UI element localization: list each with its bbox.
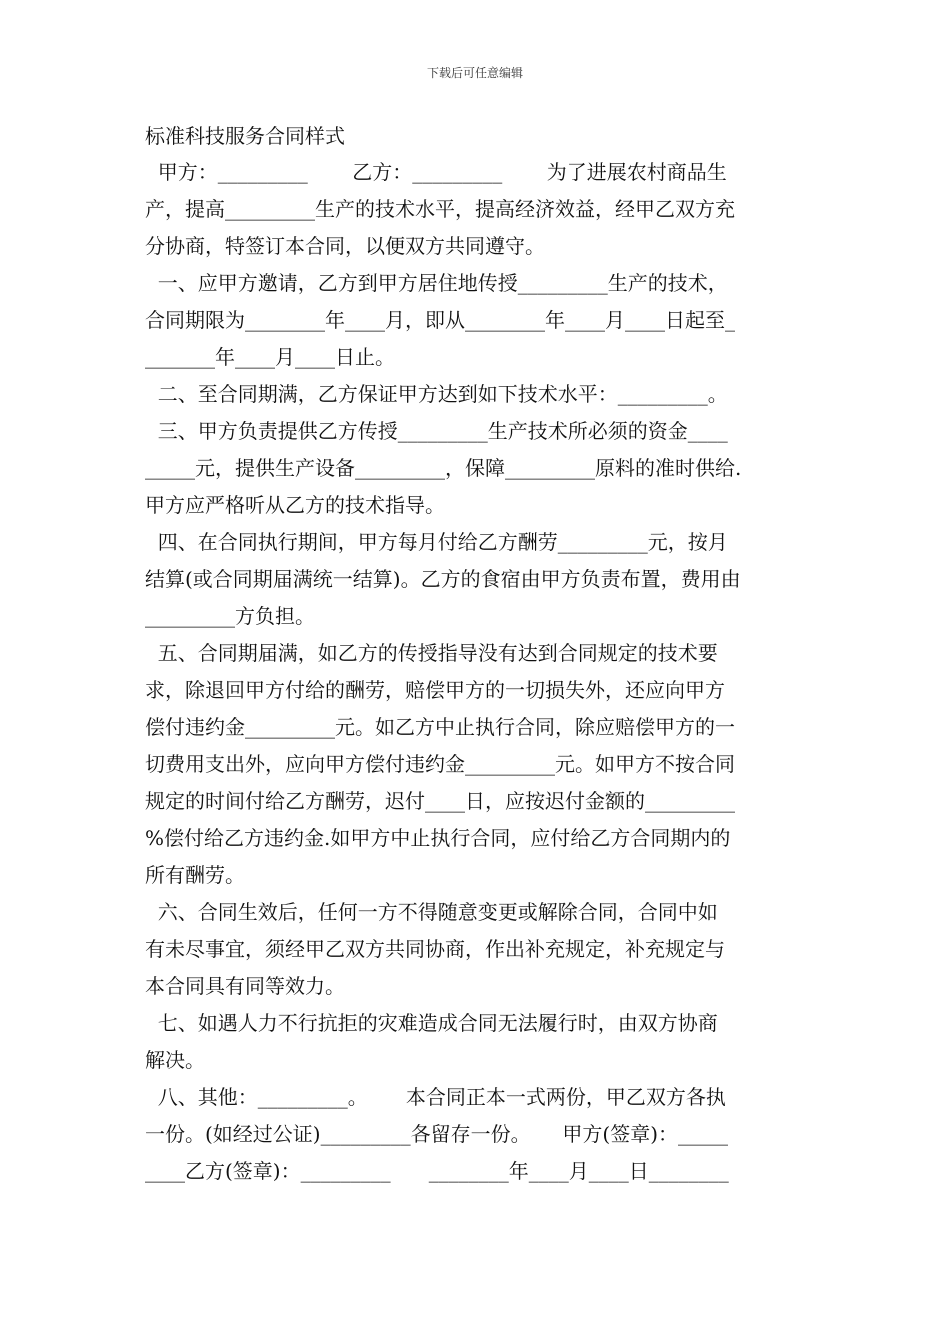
body-line: 七、如遇人力不行抗拒的灾难造成合同无法履行时，由双方协商 [145, 1011, 718, 1035]
body-line: 四、在合同执行期间，甲方每月付给乙方酬劳_________元，按月 [145, 530, 728, 554]
body-line: 甲方应严格听从乙方的技术指导。 [145, 493, 445, 517]
body-line: _________方负担。 [145, 604, 315, 628]
body-line: 甲方：_________ 乙方：_________ 为了进展农村商品生 [145, 160, 727, 184]
body-line: 有未尽事宜，须经甲乙双方共同协商，作出补充规定，补充规定与 [145, 937, 725, 961]
body-line: 切费用支出外，应向甲方偿付违约金_________元。如甲方不按合同 [145, 752, 735, 776]
body-line: 一、应甲方邀请，乙方到甲方居住地传授_________生产的技术， [145, 271, 728, 295]
body-line: 五、合同期届满，如乙方的传授指导没有达到合同规定的技术要 [145, 641, 718, 665]
body-line: 求，除退回甲方付给的酬劳，赔偿甲方的一切损失外，还应向甲方 [145, 678, 725, 702]
document-title: 标准科技服务合同样式 [145, 124, 345, 148]
body-line: 一份。(如经过公证)_________各留存一份。 甲方(签章)：_____ [145, 1122, 728, 1146]
body-line: 结算(或合同期届满统一结算)。乙方的食宿由甲方负责布置，费用由 [145, 567, 741, 591]
body-line: 三、甲方负责提供乙方传授_________生产技术所必须的资金____ [145, 419, 728, 443]
body-line: 六、合同生效后，任何一方不得随意变更或解除合同，合同中如 [145, 900, 718, 924]
body-line: 偿付违约金_________元。如乙方中止执行合同，除应赔偿甲方的一 [145, 715, 735, 739]
body-line: ____乙方(签章)：_________ ________年____月____日________ [145, 1159, 729, 1183]
header-note: 下载后可任意编辑 [426, 66, 523, 80]
body-line: 解决。 [145, 1048, 205, 1072]
body-line: _____元，提供生产设备_________，保障_________原料的准时供给. [145, 456, 742, 480]
body-line: 所有酬劳。 [145, 863, 245, 887]
body-line: 本合同具有同等效力。 [145, 974, 345, 998]
body-line: 合同期限为________年____月，即从________年____月____日起至_ [145, 308, 735, 332]
body-line: 分协商，特签订本合同，以便双方共同遵守。 [145, 234, 545, 258]
body-line: 规定的时间付给乙方酬劳，迟付____日，应按迟付金额的_________ [145, 789, 735, 813]
body-line: 产，提高_________生产的技术水平，提高经济效益，经甲乙双方充 [145, 197, 735, 221]
body-line: 八、其他：_________。 本合同正本一式两份，甲乙双方各执 [145, 1085, 726, 1109]
body-line: 二、至合同期满，乙方保证甲方达到如下技术水平：_________。 [145, 382, 728, 406]
contract-body [145, 154, 810, 1190]
body-line: %偿付给乙方违约金.如甲方中止执行合同，应付给乙方合同期内的 [145, 826, 731, 850]
body-line: _______年____月____日止。 [145, 345, 395, 369]
